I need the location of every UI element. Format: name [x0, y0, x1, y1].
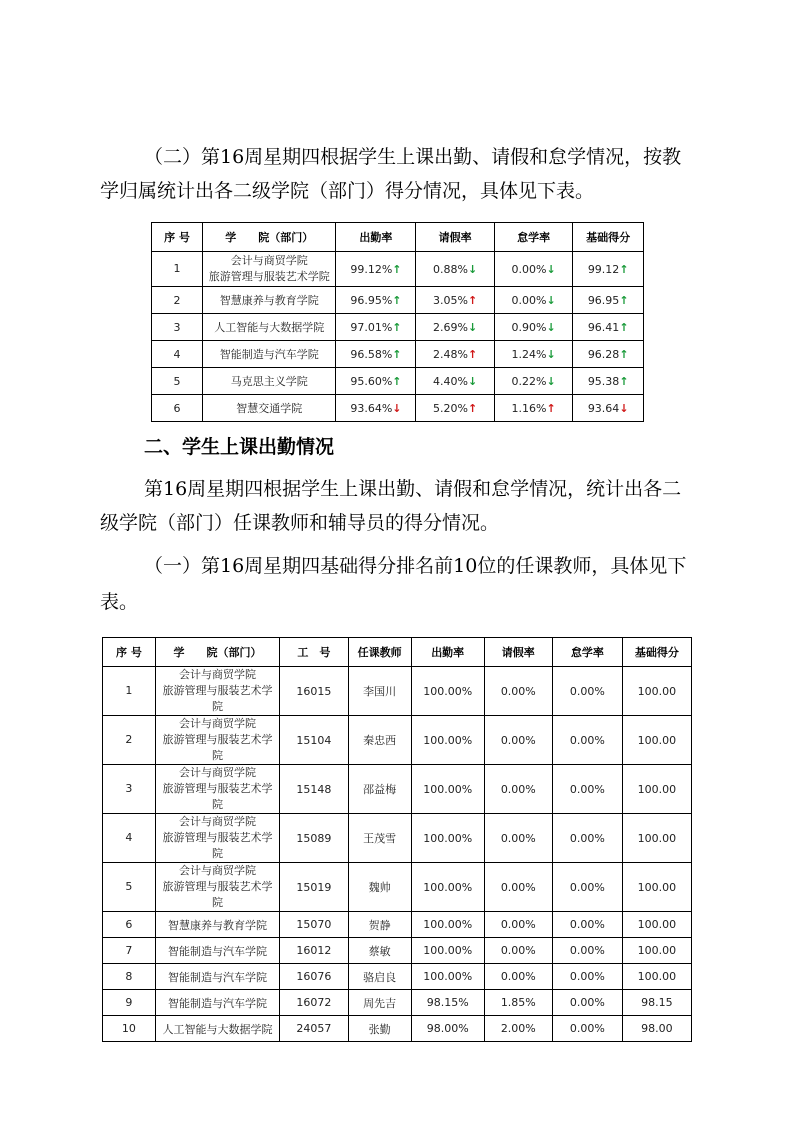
dept-name-line: 智能制造与汽车学院	[168, 970, 268, 984]
table-row	[103, 716, 692, 765]
truancy-rate: 0.00%	[552, 814, 622, 863]
dept-name-line: 旅游管理与服装艺术学院	[162, 733, 273, 762]
attendance-rate-value: 93.64%	[350, 401, 393, 415]
header-cell: 学 院（部门）	[203, 223, 336, 252]
trend-arrow-icon: ↑	[392, 262, 402, 276]
dept-name-line: 旅游管理与服装艺术学院	[162, 831, 273, 860]
base-score-value: 95.38	[587, 374, 620, 388]
leave-rate: 1.85%	[484, 990, 552, 1016]
attendance-rate	[336, 368, 416, 395]
leave-rate-value: 5.20%	[433, 401, 468, 415]
base-score	[573, 287, 644, 314]
leave-rate-value: 4.40%	[433, 374, 468, 388]
leave-rate	[416, 287, 494, 314]
trend-arrow-icon: ↑	[467, 401, 478, 415]
dept-name	[203, 395, 336, 422]
truancy-rate-value: 0.22%	[511, 374, 547, 388]
truancy-rate: 0.00%	[552, 912, 622, 938]
leave-rate	[416, 368, 494, 395]
dept-name	[155, 814, 279, 863]
base-score: 100.00	[622, 814, 691, 863]
teacher-name: 邵益梅	[348, 765, 411, 814]
base-score-value: 99.12	[587, 262, 620, 276]
dept-name-line: 会计与商贸学院	[179, 766, 257, 779]
row-number: 6	[103, 912, 156, 938]
dept-name	[155, 990, 279, 1016]
staff-id: 15104	[280, 716, 348, 765]
leave-rate	[416, 314, 494, 341]
trend-arrow-icon: ↓	[546, 293, 556, 307]
attendance-rate: 100.00%	[411, 863, 484, 912]
base-score-value: 96.95	[587, 293, 620, 307]
truancy-rate-value: 0.90%	[511, 320, 547, 334]
table-row	[103, 964, 692, 990]
attendance-rate	[336, 252, 416, 287]
leave-rate: 0.00%	[484, 938, 552, 964]
truancy-rate: 0.00%	[552, 964, 622, 990]
truancy-rate: 0.00%	[552, 1016, 622, 1042]
row-number: 1	[103, 667, 156, 716]
base-score	[573, 314, 644, 341]
attendance-rate: 98.15%	[411, 990, 484, 1016]
trend-arrow-icon: ↓	[467, 374, 478, 388]
row-number: 4	[152, 341, 203, 368]
base-score: 100.00	[622, 964, 691, 990]
leave-rate	[416, 395, 494, 422]
row-number: 3	[152, 314, 203, 341]
attendance-rate: 100.00%	[411, 716, 484, 765]
leave-rate: 0.00%	[484, 863, 552, 912]
dept-name-line: 人工智能与大数据学院	[214, 321, 325, 334]
table-row	[103, 990, 692, 1016]
dept-name-line: 智能制造与汽车学院	[168, 996, 268, 1010]
row-number: 2	[103, 716, 156, 765]
leave-rate-value: 3.05%	[433, 293, 468, 307]
truancy-rate-value: 0.00%	[511, 262, 547, 276]
header-cell: 学 院（部门）	[155, 638, 279, 667]
staff-id: 16012	[280, 938, 348, 964]
truancy-rate: 0.00%	[552, 716, 622, 765]
staff-id: 15019	[280, 863, 348, 912]
dept-name	[155, 765, 279, 814]
trend-arrow-icon: ↓	[619, 401, 629, 415]
table-row	[152, 314, 644, 341]
truancy-rate: 0.00%	[552, 863, 622, 912]
table-row	[152, 368, 644, 395]
leave-rate: 0.00%	[484, 912, 552, 938]
row-number: 8	[103, 964, 156, 990]
trend-arrow-icon: ↑	[619, 293, 629, 307]
teacher-name: 魏帅	[348, 863, 411, 912]
dept-name	[155, 964, 279, 990]
trend-arrow-icon: ↑	[467, 293, 478, 307]
base-score: 100.00	[622, 667, 691, 716]
trend-arrow-icon: ↓	[467, 262, 478, 276]
truancy-rate	[494, 368, 572, 395]
dept-name	[203, 368, 336, 395]
staff-id: 15148	[280, 765, 348, 814]
dept-name-line: 会计与商贸学院	[179, 668, 257, 681]
dept-name	[155, 716, 279, 765]
leave-rate: 2.00%	[484, 1016, 552, 1042]
dept-name	[155, 863, 279, 912]
dept-name-line: 旅游管理与服装艺术学院	[208, 270, 330, 283]
base-score: 98.00	[622, 1016, 691, 1042]
leave-rate: 0.00%	[484, 667, 552, 716]
truancy-rate	[494, 314, 572, 341]
table-row	[152, 395, 644, 422]
header-cell: 序 号	[103, 638, 156, 667]
dept-name-line: 智慧交通学院	[236, 402, 303, 415]
trend-arrow-icon: ↓	[546, 262, 556, 276]
dept-name-line: 旅游管理与服装艺术学院	[162, 684, 273, 713]
trend-arrow-icon: ↑	[546, 401, 556, 415]
dept-name	[203, 341, 336, 368]
row-number: 5	[103, 863, 156, 912]
table-row	[103, 667, 692, 716]
staff-id: 16072	[280, 990, 348, 1016]
header-cell: 怠学率	[494, 223, 572, 252]
trend-arrow-icon: ↑	[392, 374, 402, 388]
leave-rate-value: 2.69%	[433, 320, 468, 334]
section-paragraph: 第16周星期四根据学生上课出勤、请假和怠学情况，统计出各二级学院（部门）任课教师和辅导员的得分情况。	[100, 478, 682, 534]
dept-name	[155, 667, 279, 716]
staff-id: 24057	[280, 1016, 348, 1042]
teacher-name: 骆启良	[348, 964, 411, 990]
base-score: 98.15	[622, 990, 691, 1016]
leave-rate	[416, 341, 494, 368]
attendance-rate: 100.00%	[411, 938, 484, 964]
base-score: 100.00	[622, 912, 691, 938]
trend-arrow-icon: ↑	[619, 347, 629, 361]
truancy-rate: 0.00%	[552, 990, 622, 1016]
attendance-rate: 100.00%	[411, 912, 484, 938]
base-score	[573, 252, 644, 287]
truancy-rate	[494, 341, 572, 368]
base-score-value: 96.41	[587, 320, 620, 334]
attendance-rate-value: 99.12%	[350, 262, 393, 276]
table-row	[103, 1016, 692, 1042]
attendance-rate-value: 96.95%	[350, 293, 393, 307]
attendance-rate	[336, 287, 416, 314]
table-header-row	[152, 223, 644, 252]
teacher-name: 蔡敏	[348, 938, 411, 964]
trend-arrow-icon: ↓	[546, 374, 556, 388]
table-row	[103, 765, 692, 814]
attendance-rate: 100.00%	[411, 964, 484, 990]
trend-arrow-icon: ↑	[619, 374, 629, 388]
base-score	[573, 368, 644, 395]
attendance-rate-value: 95.60%	[350, 374, 393, 388]
trend-arrow-icon: ↓	[392, 401, 402, 415]
dept-name	[155, 938, 279, 964]
dept-name	[155, 1016, 279, 1042]
leave-rate: 0.00%	[484, 814, 552, 863]
base-score: 100.00	[622, 938, 691, 964]
trend-arrow-icon: ↑	[392, 320, 402, 334]
teacher-name: 李国川	[348, 667, 411, 716]
teacher-name: 贺静	[348, 912, 411, 938]
leave-rate	[416, 252, 494, 287]
header-cell: 出勤率	[336, 223, 416, 252]
staff-id: 15089	[280, 814, 348, 863]
trend-arrow-icon: ↑	[467, 347, 478, 361]
teacher-name: 张勤	[348, 1016, 411, 1042]
row-number: 3	[103, 765, 156, 814]
dept-name-line: 旅游管理与服装艺术学院	[162, 782, 273, 811]
dept-name-line: 智能制造与汽车学院	[219, 348, 319, 361]
truancy-rate-value: 0.00%	[511, 293, 547, 307]
trend-arrow-icon: ↓	[546, 320, 556, 334]
dept-name-line: 人工智能与大数据学院	[162, 1022, 273, 1036]
leave-rate: 0.00%	[484, 964, 552, 990]
table-row	[103, 912, 692, 938]
header-cell: 工 号	[280, 638, 348, 667]
teacher-score-table	[102, 637, 692, 1042]
header-cell: 序 号	[152, 223, 203, 252]
header-cell: 怠学率	[552, 638, 622, 667]
table-header-row	[103, 638, 692, 667]
attendance-rate	[336, 341, 416, 368]
table-row	[152, 341, 644, 368]
attendance-rate-value: 97.01%	[350, 320, 393, 334]
attendance-rate-value: 96.58%	[350, 347, 393, 361]
base-score: 100.00	[622, 765, 691, 814]
truancy-rate-value: 1.24%	[511, 347, 547, 361]
attendance-rate: 100.00%	[411, 814, 484, 863]
header-cell: 任课教师	[348, 638, 411, 667]
trend-arrow-icon: ↓	[546, 347, 556, 361]
table-row	[152, 287, 644, 314]
dept-name-line: 马克思主义学院	[230, 375, 308, 388]
intro-paragraph: （二）第16周星期四根据学生上课出勤、请假和怠学情况，按教学归属统计出各二级学院（部门）得分情况，具体见下表。	[100, 146, 682, 202]
dept-name-line: 旅游管理与服装艺术学院	[162, 880, 273, 909]
truancy-rate: 0.00%	[552, 667, 622, 716]
row-number: 9	[103, 990, 156, 1016]
teacher-name: 周先吉	[348, 990, 411, 1016]
dept-name-line: 智慧康养与教育学院	[168, 918, 268, 932]
table-row	[103, 938, 692, 964]
trend-arrow-icon: ↑	[392, 293, 402, 307]
teacher-intro-paragraph: （一）第16周星期四基础得分排名前10位的任课教师，具体见下表。	[100, 555, 687, 613]
leave-rate: 0.00%	[484, 765, 552, 814]
row-number: 7	[103, 938, 156, 964]
dept-name-line: 会计与商贸学院	[230, 254, 308, 267]
row-number: 1	[152, 252, 203, 287]
attendance-rate	[336, 314, 416, 341]
dept-name	[203, 252, 336, 287]
trend-arrow-icon: ↑	[392, 347, 402, 361]
truancy-rate: 0.00%	[552, 765, 622, 814]
row-number: 5	[152, 368, 203, 395]
truancy-rate: 0.00%	[552, 938, 622, 964]
base-score-value: 93.64	[587, 401, 620, 415]
truancy-rate	[494, 252, 572, 287]
header-cell: 出勤率	[411, 638, 484, 667]
dept-name-line: 智慧康养与教育学院	[219, 294, 319, 307]
header-cell: 请假率	[484, 638, 552, 667]
section-heading: 二、学生上课出勤情况	[144, 436, 335, 458]
truancy-rate-value: 1.16%	[511, 401, 547, 415]
table-row	[103, 863, 692, 912]
attendance-rate: 98.00%	[411, 1016, 484, 1042]
header-cell: 请假率	[416, 223, 494, 252]
dept-name-line: 会计与商贸学院	[179, 815, 257, 828]
base-score: 100.00	[622, 863, 691, 912]
trend-arrow-icon: ↑	[619, 262, 629, 276]
table-row	[152, 252, 644, 287]
dept-name	[155, 912, 279, 938]
truancy-rate	[494, 287, 572, 314]
row-number: 4	[103, 814, 156, 863]
leave-rate: 0.00%	[484, 716, 552, 765]
dept-name	[203, 314, 336, 341]
base-score: 100.00	[622, 716, 691, 765]
truancy-rate	[494, 395, 572, 422]
staff-id: 16015	[280, 667, 348, 716]
attendance-rate: 100.00%	[411, 667, 484, 716]
header-cell: 基础得分	[573, 223, 644, 252]
row-number: 10	[103, 1016, 156, 1042]
teacher-name: 王茂雪	[348, 814, 411, 863]
dept-name-line: 会计与商贸学院	[179, 717, 257, 730]
base-score	[573, 341, 644, 368]
dept-name-line: 会计与商贸学院	[179, 864, 257, 877]
staff-id: 15070	[280, 912, 348, 938]
dept-name-line: 智能制造与汽车学院	[168, 944, 268, 958]
table-row	[103, 814, 692, 863]
leave-rate-value: 2.48%	[433, 347, 468, 361]
trend-arrow-icon: ↓	[467, 320, 478, 334]
attendance-rate	[336, 395, 416, 422]
row-number: 6	[152, 395, 203, 422]
leave-rate-value: 0.88%	[433, 262, 468, 276]
base-score	[573, 395, 644, 422]
trend-arrow-icon: ↑	[619, 320, 629, 334]
dept-score-table	[151, 222, 644, 422]
dept-name	[203, 287, 336, 314]
header-cell: 基础得分	[622, 638, 691, 667]
attendance-rate: 100.00%	[411, 765, 484, 814]
row-number: 2	[152, 287, 203, 314]
teacher-name: 秦忠西	[348, 716, 411, 765]
staff-id: 16076	[280, 964, 348, 990]
base-score-value: 96.28	[587, 347, 620, 361]
